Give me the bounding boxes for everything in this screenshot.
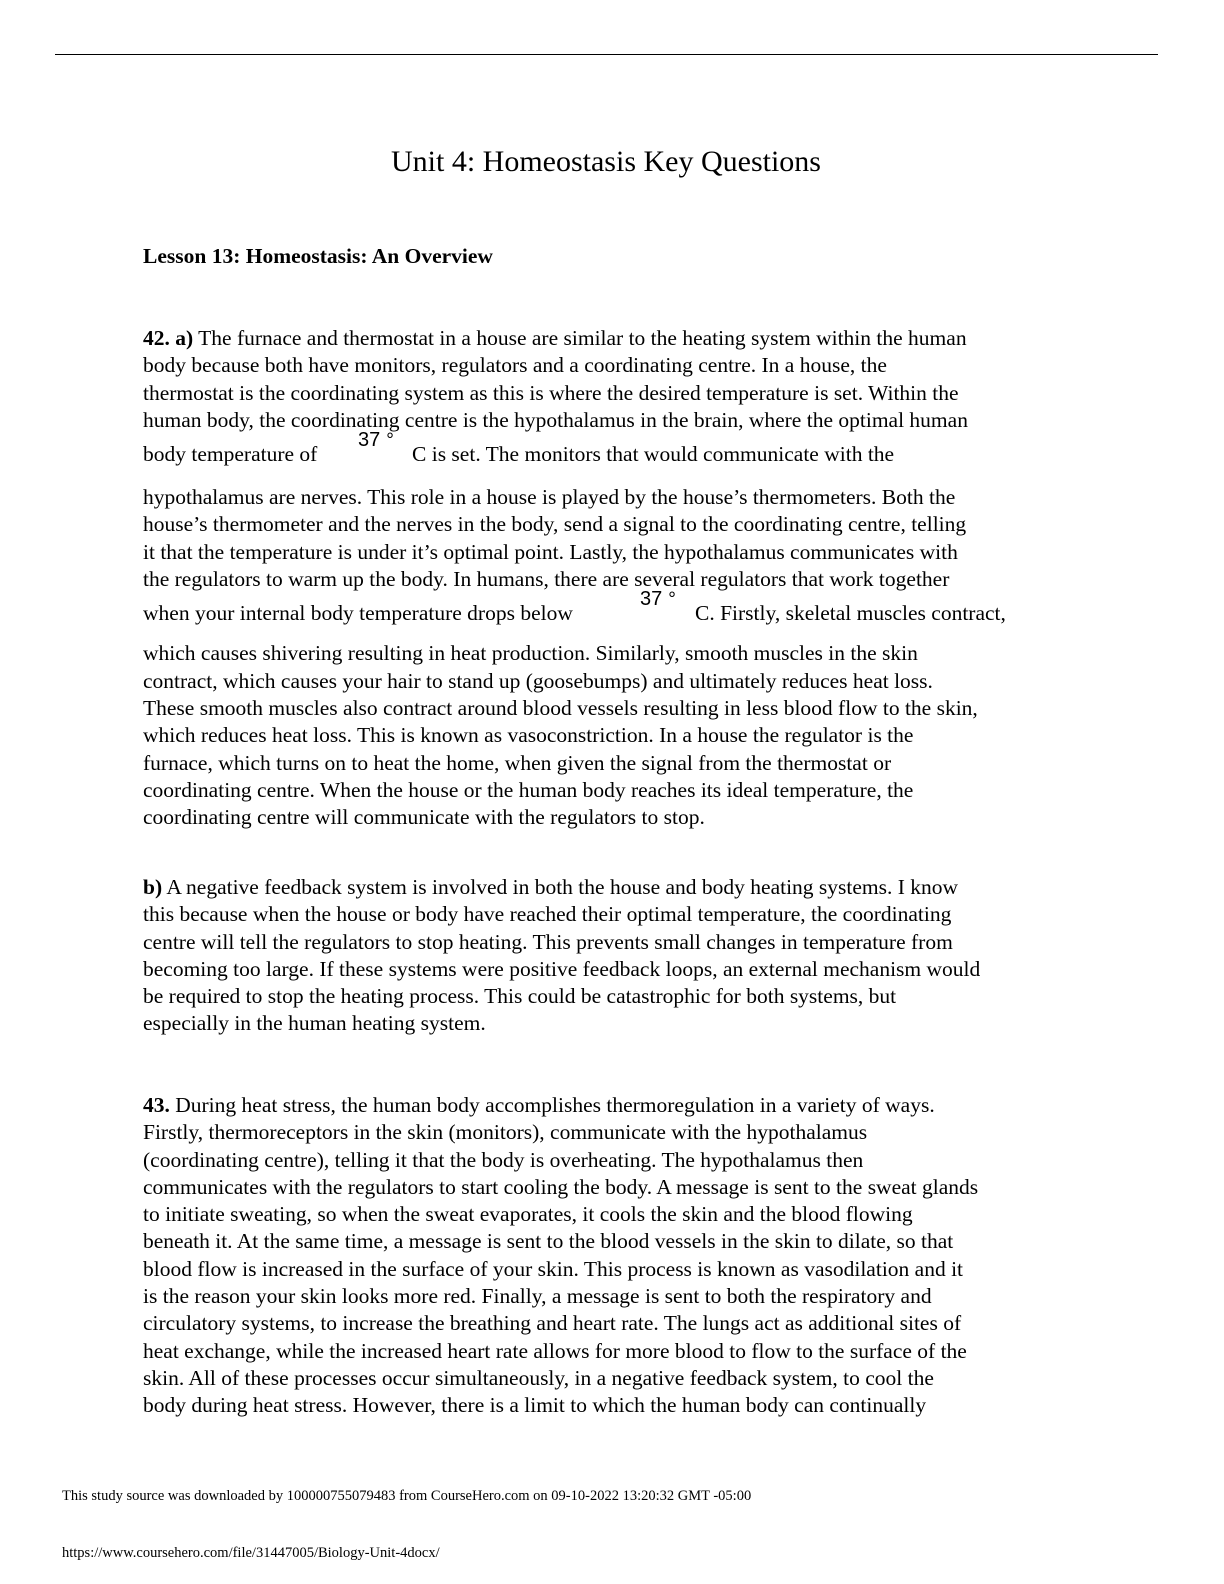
answer-42a xyxy=(143,325,1073,831)
answer-42a-line-7: house’s thermometer and the nerves in the body, send a signal to the coordinating centre, telling xyxy=(143,512,967,537)
answer-42a-line-13: These smooth muscles also contract around blood vessels resulting in less blood flow to the skin, xyxy=(143,695,978,720)
answer-42a-line-3: thermostat is the coordinating system as this is where the desired temperature is set. Within the xyxy=(143,380,959,405)
answer-43-line-3: (coordinating centre), telling it that the body is overheating. The hypothalamus then xyxy=(143,1147,864,1172)
answer-43 xyxy=(143,1092,1073,1420)
answer-42a-line-10: when your internal body temperature drops below 37 ° C. Firstly, skeletal muscles contract, xyxy=(143,593,1073,633)
question-label-42a: 42. a) xyxy=(143,326,194,350)
question-label-42b: b) xyxy=(143,875,163,899)
answer-42a-line-17: coordinating centre will communicate with the regulators to stop. xyxy=(143,805,705,830)
answer-43-line-5: to initiate sweating, so when the sweat evaporates, it cools the skin and the blood flowing xyxy=(143,1202,913,1227)
document-title: Unit 4: Homeostasis Key Questions xyxy=(391,145,821,178)
degree-symbol: ° xyxy=(668,589,676,611)
header-rule xyxy=(55,54,1158,55)
answer-42b-line-4: becoming too large. If these systems were positive feedback loops, an external mechanism would xyxy=(143,956,981,981)
answer-42a-line-6: hypothalamus are nerves. This role in a house is played by the house’s thermometers. Both the xyxy=(143,485,956,510)
answer-42b-line-3: centre will tell the regulators to stop heating. This prevents small changes in temperature from xyxy=(143,929,953,954)
question-label-43: 43. xyxy=(143,1093,170,1117)
answer-42a-line-9: the regulators to warm up the body. In humans, there are several regulators that work together xyxy=(143,567,950,592)
answer-43-line-6: beneath it. At the same time, a message is sent to the blood vessels in the skin to dilate, so that xyxy=(143,1229,954,1254)
answer-43-line-10: heat exchange, while the increased heart rate allows for more blood to flow to the surface of the xyxy=(143,1338,967,1363)
answer-42b-line-5: be required to stop the heating process. This could be catastrophic for both systems, but xyxy=(143,984,897,1009)
answer-42b-line-1: b) A negative feedback system is involved in both the house and body heating systems. I know xyxy=(143,875,959,899)
answer-42a-line-16: coordinating centre. When the house or the human body reaches its ideal temperature, the xyxy=(143,777,914,802)
degree-symbol: ° xyxy=(386,430,394,452)
temperature-formula: 37 ° xyxy=(640,588,676,611)
answer-43-line-8: is the reason your skin looks more red. Finally, a message is sent to both the respiratory and xyxy=(143,1284,932,1309)
answer-42a-line-8: it that the temperature is under it’s optimal point. Lastly, the hypothalamus communicates with xyxy=(143,539,958,564)
answer-42a-line-1: 42. a) The furnace and thermostat in a house are similar to the heating system within the human xyxy=(143,326,967,350)
answer-43-line-9: circulatory systems, to increase the breathing and heart rate. The lungs act as additional sites of xyxy=(143,1311,962,1336)
answer-42a-line-4: human body, the coordinating centre is the hypothalamus in the brain, where the optimal human xyxy=(143,407,968,432)
lesson-heading: Lesson 13: Homeostasis: An Overview xyxy=(143,244,493,268)
answer-43-line-4: communicates with the regulators to start cooling the body. A message is sent to the sweat glands xyxy=(143,1174,979,1199)
answer-42a-line-11: which causes shivering resulting in heat production. Similarly, smooth muscles in the skin xyxy=(143,641,918,666)
temperature-formula: 37 ° xyxy=(358,429,394,452)
answer-42a-line-14: which reduces heat loss. This is known as vasoconstriction. In a house the regulator is the xyxy=(143,723,914,748)
footer-source-note: This study source was downloaded by 100000755079483 from CourseHero.com on 09-10-2022 13:20:32 GMT -05:00 xyxy=(62,1488,752,1504)
answer-42a-line-15: furnace, which turns on to heat the home, when given the signal from the thermostat or xyxy=(143,750,892,775)
answer-42a-line-12: contract, which causes your hair to stand up (goosebumps) and ultimately reduces heat loss. xyxy=(143,668,933,693)
answer-43-line-7: blood flow is increased in the surface of your skin. This process is known as vasodilation and it xyxy=(143,1256,964,1281)
answer-42a-line-2: body because both have monitors, regulators and a coordinating centre. In a house, the xyxy=(143,353,887,378)
answer-43-line-1: 43. During heat stress, the human body accomplishes thermoregulation in a variety of ways. xyxy=(143,1093,935,1117)
answer-42b xyxy=(143,874,1073,1038)
answer-42b-line-6: especially in the human heating system. xyxy=(143,1011,486,1036)
answer-43-line-11: skin. All of these processes occur simultaneously, in a negative feedback system, to cool the xyxy=(143,1365,934,1390)
answer-42b-line-2: this because when the house or body have reached their optimal temperature, the coordinating xyxy=(143,902,952,927)
footer-url[interactable]: https://www.coursehero.com/file/31447005/Biology-Unit-4docx/ xyxy=(62,1545,440,1561)
answer-43-line-12: body during heat stress. However, there is a limit to which the human body can continually xyxy=(143,1393,927,1418)
answer-43-line-2: Firstly, thermoreceptors in the skin (monitors), communicate with the hypothalamus xyxy=(143,1120,868,1145)
answer-42a-line-5: body temperature of 37 ° C is set. The monitors that would communicate with the xyxy=(143,434,1073,474)
